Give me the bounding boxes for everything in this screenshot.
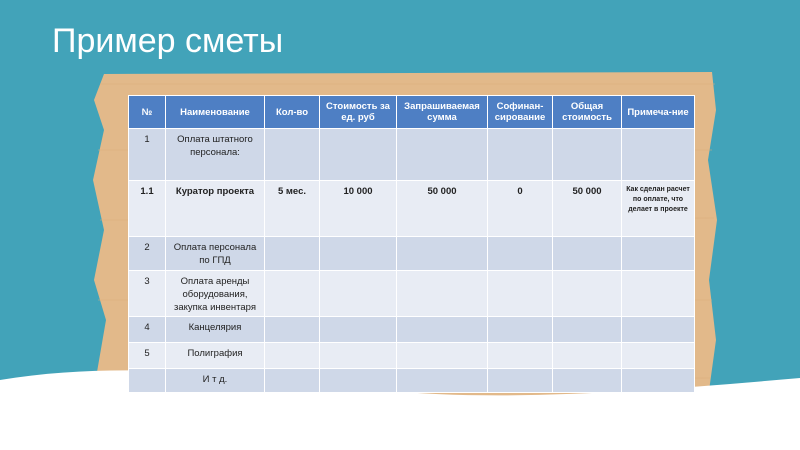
cell-note bbox=[622, 369, 695, 393]
cell-number: 1 bbox=[129, 129, 166, 181]
cell-quantity: 5 мес. bbox=[265, 181, 320, 237]
cell-requested-sum bbox=[397, 237, 488, 271]
header-note: Примеча-ние bbox=[622, 96, 695, 129]
cell-requested-sum bbox=[397, 317, 488, 343]
cell-requested-sum bbox=[397, 129, 488, 181]
header-requested-sum: Запрашиваемая сумма bbox=[397, 96, 488, 129]
cell-note bbox=[622, 129, 695, 181]
cell-unit-cost bbox=[320, 271, 397, 317]
cell-total-cost bbox=[553, 237, 622, 271]
cell-cofinancing: 0 bbox=[488, 181, 553, 237]
cell-cofinancing bbox=[488, 129, 553, 181]
cell-quantity bbox=[265, 317, 320, 343]
cell-name: Канцелярия bbox=[166, 317, 265, 343]
table-row bbox=[129, 343, 695, 369]
table-row bbox=[129, 237, 695, 271]
cell-total-cost bbox=[553, 271, 622, 317]
cell-unit-cost: 10 000 bbox=[320, 181, 397, 237]
cell-quantity bbox=[265, 129, 320, 181]
cell-name: Полиграфия bbox=[166, 343, 265, 369]
table-row bbox=[129, 317, 695, 343]
cell-number: 5 bbox=[129, 343, 166, 369]
cell-note bbox=[622, 271, 695, 317]
cell-number: 1.1 bbox=[129, 181, 166, 237]
cell-cofinancing bbox=[488, 271, 553, 317]
cell-number bbox=[129, 369, 166, 393]
cell-total-cost bbox=[553, 369, 622, 393]
header-total-cost: Общая стоимость bbox=[553, 96, 622, 129]
header-cofinancing: Софинан-сирование bbox=[488, 96, 553, 129]
header-number: № bbox=[129, 96, 166, 129]
cell-requested-sum: 50 000 bbox=[397, 181, 488, 237]
cell-note bbox=[622, 237, 695, 271]
table-row bbox=[129, 369, 695, 393]
cell-cofinancing bbox=[488, 343, 553, 369]
table-row bbox=[129, 129, 695, 181]
header-name: Наименование bbox=[166, 96, 265, 129]
cell-unit-cost bbox=[320, 129, 397, 181]
cell-total-cost: 50 000 bbox=[553, 181, 622, 237]
cell-quantity bbox=[265, 237, 320, 271]
cell-note bbox=[622, 343, 695, 369]
estimate-table-container bbox=[128, 95, 694, 385]
cell-requested-sum bbox=[397, 343, 488, 369]
cell-quantity bbox=[265, 343, 320, 369]
estimate-table bbox=[128, 95, 695, 393]
cell-unit-cost bbox=[320, 369, 397, 393]
cell-cofinancing bbox=[488, 317, 553, 343]
cell-number: 3 bbox=[129, 271, 166, 317]
cell-number: 2 bbox=[129, 237, 166, 271]
cell-quantity bbox=[265, 271, 320, 317]
cell-name: И т д. bbox=[166, 369, 265, 393]
header-unit-cost: Стоимость за ед. руб bbox=[320, 96, 397, 129]
cell-cofinancing bbox=[488, 369, 553, 393]
cell-unit-cost bbox=[320, 237, 397, 271]
cell-quantity bbox=[265, 369, 320, 393]
cell-unit-cost bbox=[320, 317, 397, 343]
cell-number: 4 bbox=[129, 317, 166, 343]
cell-requested-sum bbox=[397, 271, 488, 317]
table-row bbox=[129, 271, 695, 317]
cell-total-cost bbox=[553, 317, 622, 343]
cell-unit-cost bbox=[320, 343, 397, 369]
header-quantity: Кол-во bbox=[265, 96, 320, 129]
cell-note bbox=[622, 317, 695, 343]
cell-note: Как сделан расчет по оплате, что делает в проекте bbox=[622, 181, 695, 237]
page-title: Пример сметы bbox=[52, 22, 284, 60]
cell-name: Оплата аренды оборудования, закупка инвентаря bbox=[166, 271, 265, 317]
cell-total-cost bbox=[553, 129, 622, 181]
cell-name: Оплата штатного персонала: bbox=[166, 129, 265, 181]
cell-requested-sum bbox=[397, 369, 488, 393]
cell-name: Оплата персонала по ГПД bbox=[166, 237, 265, 271]
cell-name: Куратор проекта bbox=[166, 181, 265, 237]
cell-total-cost bbox=[553, 343, 622, 369]
cell-cofinancing bbox=[488, 237, 553, 271]
table-row bbox=[129, 181, 695, 237]
table-header-row bbox=[129, 96, 695, 129]
